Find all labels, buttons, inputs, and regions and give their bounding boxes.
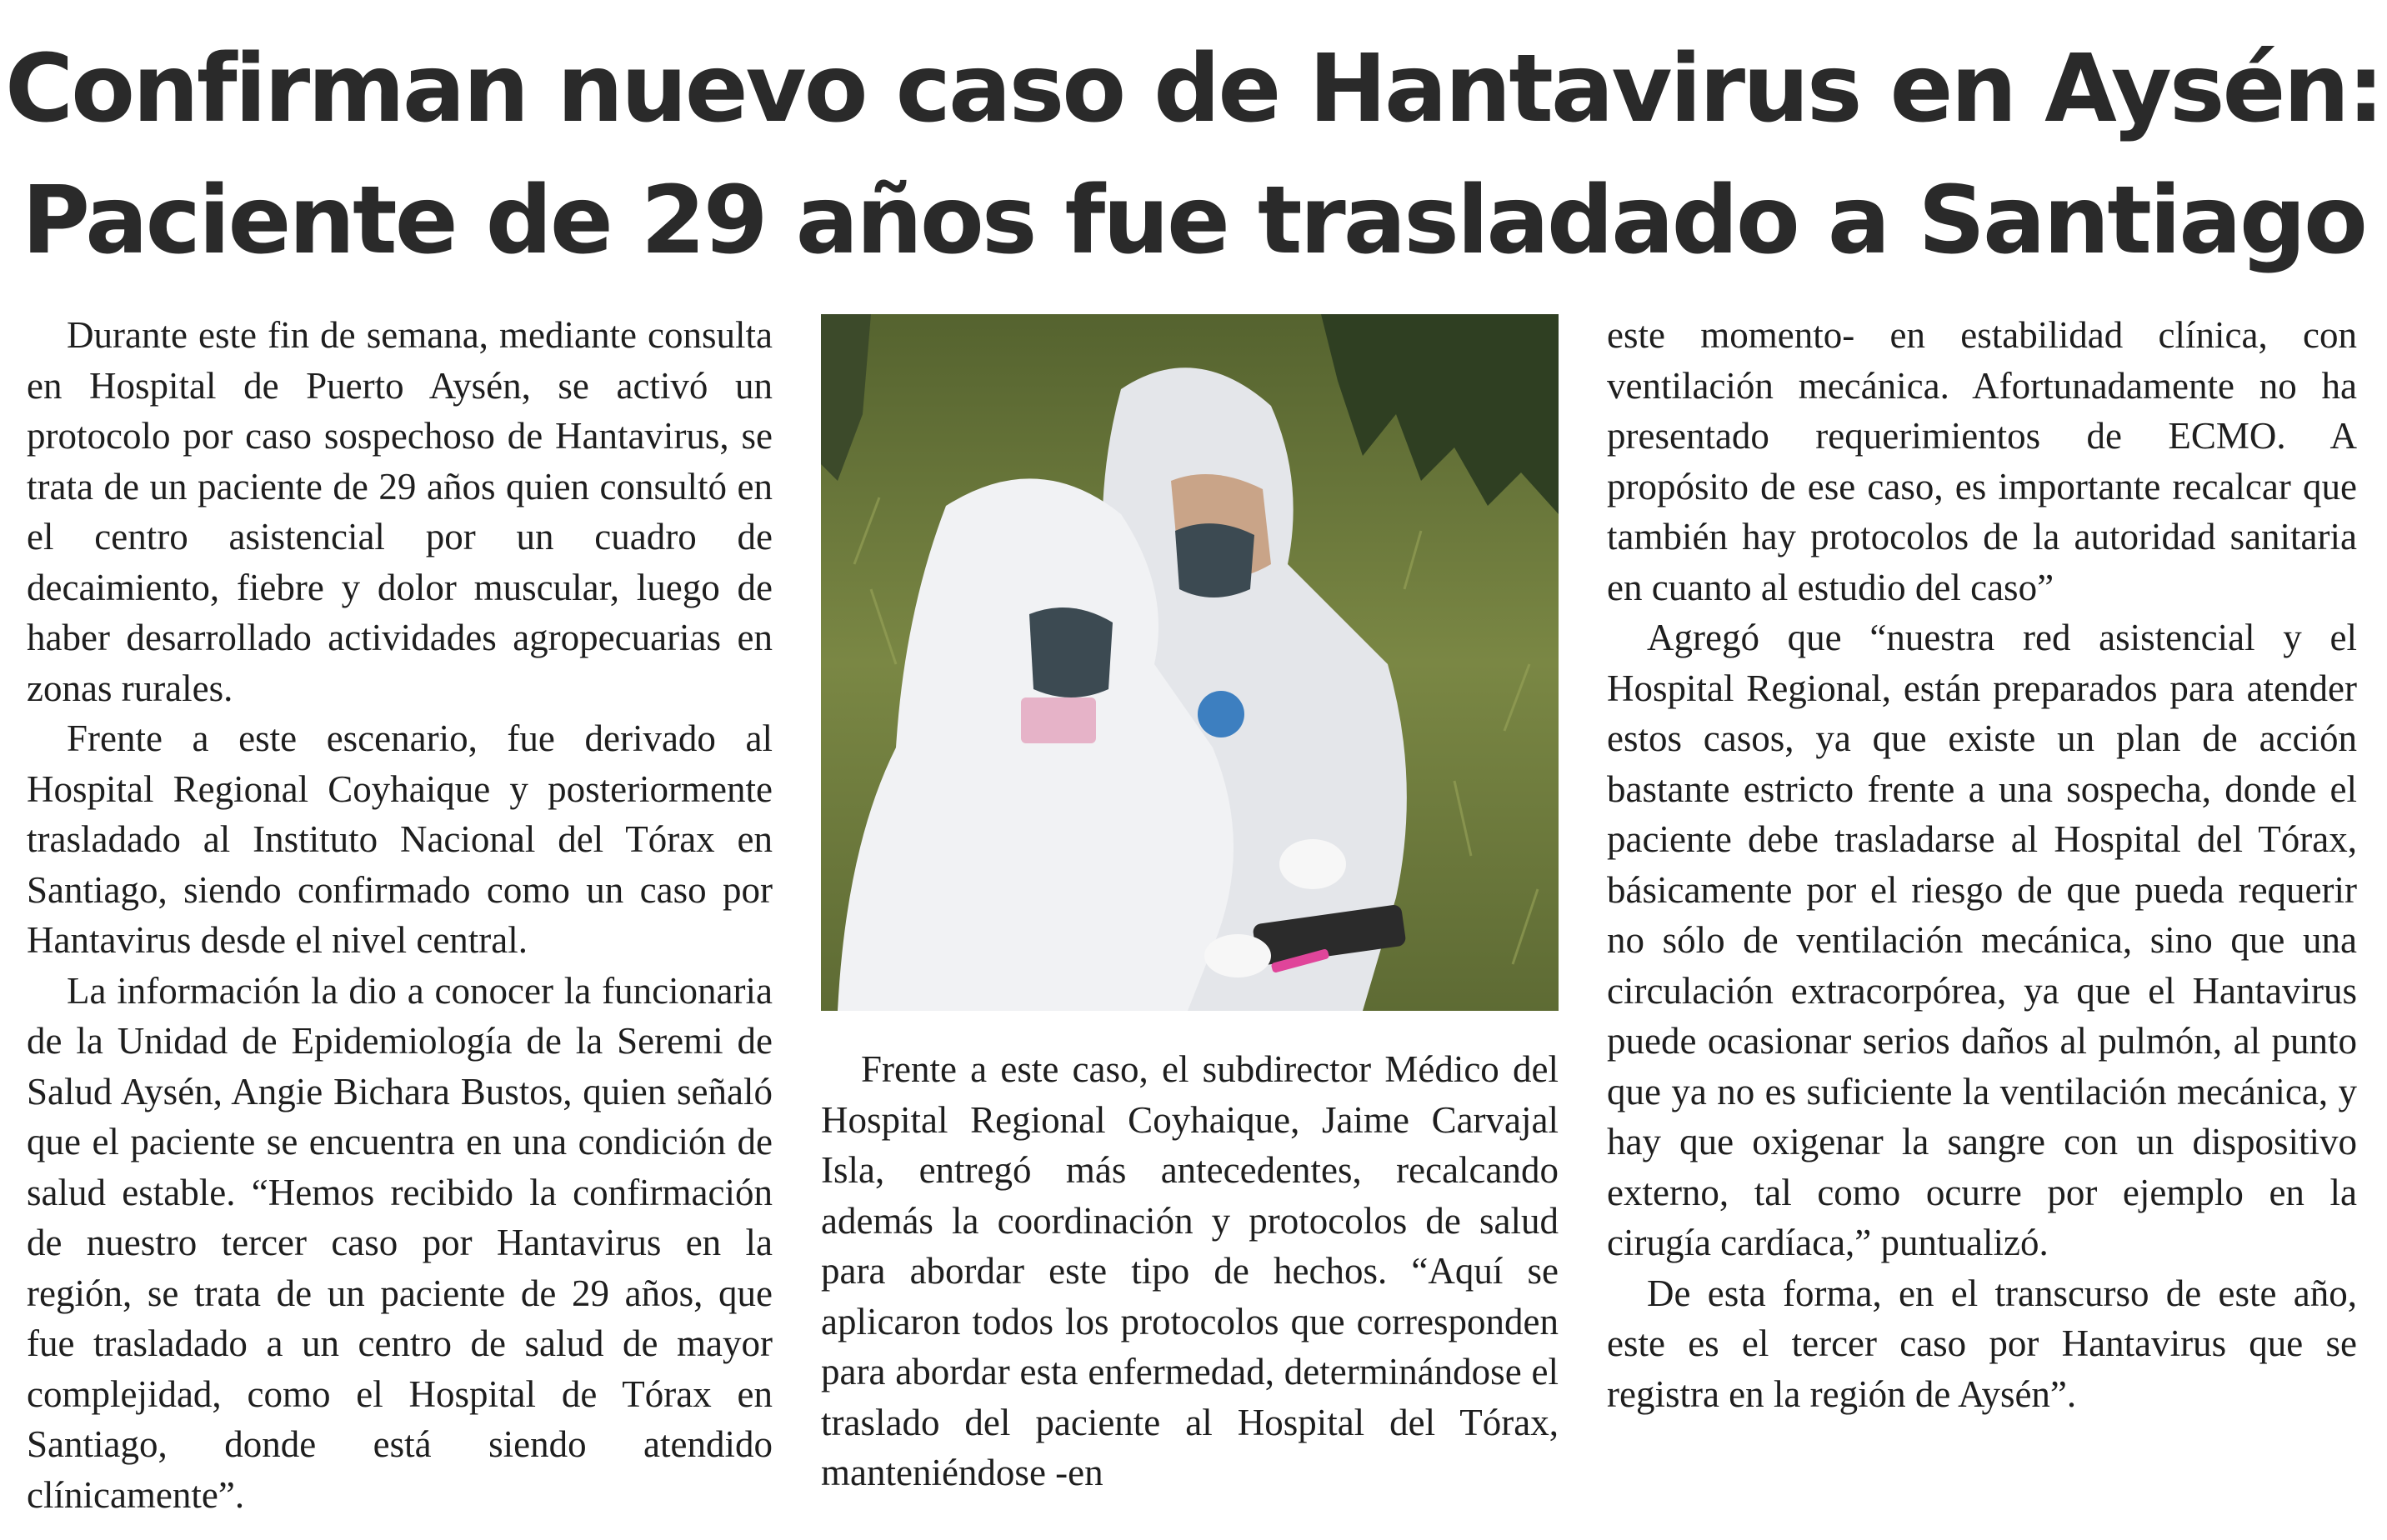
paragraph: Frente a este escenario, fue derivado al Hospital Regional Coyhaique y posteriormente trasladado al Instituto Nacional del Tórax en Santiago, siendo confirmado como un caso por Hantavirus desde el nivel central. — [27, 718, 773, 961]
paragraph: Frente a este caso, el subdirector Médico del Hospital Regional Coyhaique, Jaime Carvajal Isla, entregó más antecedentes, recalcando además la coordinación y protocolos de salud para abordar este tipo de hechos. “Aquí se aplicaron todos los protocolos que corresponden para abordar esta enfermedad, determinándose el traslado del paciente al Hospital del Tórax, manteniéndose -en — [821, 1048, 1559, 1493]
headline-line-2: Paciente de 29 años fue trasladado a Santiago — [22, 167, 2365, 275]
article-column-2 — [821, 1044, 1559, 1498]
paragraph: Agregó que “nuestra red asistencial y el Hospital Regional, están preparados para atender estos casos, ya que existe un plan de acción bastante estricto frente a una sospecha, donde el paciente debe trasladarse al Hospital del Tórax, básicamente por el riesgo de que pueda requerir no sólo de ventilación mecánica, sino que una circulación extracorpórea, ya que el Hantavirus puede ocasionar serios daños al pulmón, al punto que ya no es suficiente la ventilación mecánica, y hay que oxigenar la sangre con un dispositivo externo, tal como ocurre por ejemplo en la cirugía cardíaca,” puntualizó. — [1607, 617, 2357, 1263]
article-column-1 — [27, 310, 773, 1520]
article-headline — [0, 23, 2387, 287]
paragraph: Durante este fin de semana, mediante consulta en Hospital de Puerto Aysén, se activó un protocolo por caso sospechoso de Hantavirus, se trata de un paciente de 29 años quien consultó en el centro asistencial por un cuadro de decaimiento, fiebre y dolor muscular, luego de haber desarrollado actividades agropecuarias en zonas rurales. — [27, 314, 773, 709]
paragraph: este momento- en estabilidad clínica, con ventilación mecánica. Afortunadamente no ha presentado requerimientos de ECMO. A propósito de ese caso, es importante recalcar que también hay protocolos de la autoridad sanitaria en cuanto al estudio del caso” — [1607, 314, 2357, 608]
paragraph: La información la dio a conocer la funcionaria de la Unidad de Epidemiología de la Seremi de Salud Aysén, Angie Bichara Bustos, quien señaló que el paciente se encuentra en una condición de salud estable. “Hemos recibido la confirmación de nuestro tercer caso por Hantavirus en la región, se trata de un paciente de 29 años, que fue trasladado a un centro de salud de mayor complejidad, como el Hospital de Tórax en Santiago, donde está siendo atendido clínicamente”. — [27, 969, 773, 1516]
paragraph: De esta forma, en el transcurso de este año, este es el tercer caso por Hantavirus que se registra en la región de Aysén”. — [1607, 1272, 2357, 1415]
headline-line-1: Confirman nuevo caso de Hantavirus en Aysén: — [4, 35, 2383, 143]
article-column-3 — [1607, 310, 2357, 1419]
photo-two-workers-in-protective-suits-icon — [821, 314, 1559, 1011]
article-photo — [821, 314, 1559, 1011]
